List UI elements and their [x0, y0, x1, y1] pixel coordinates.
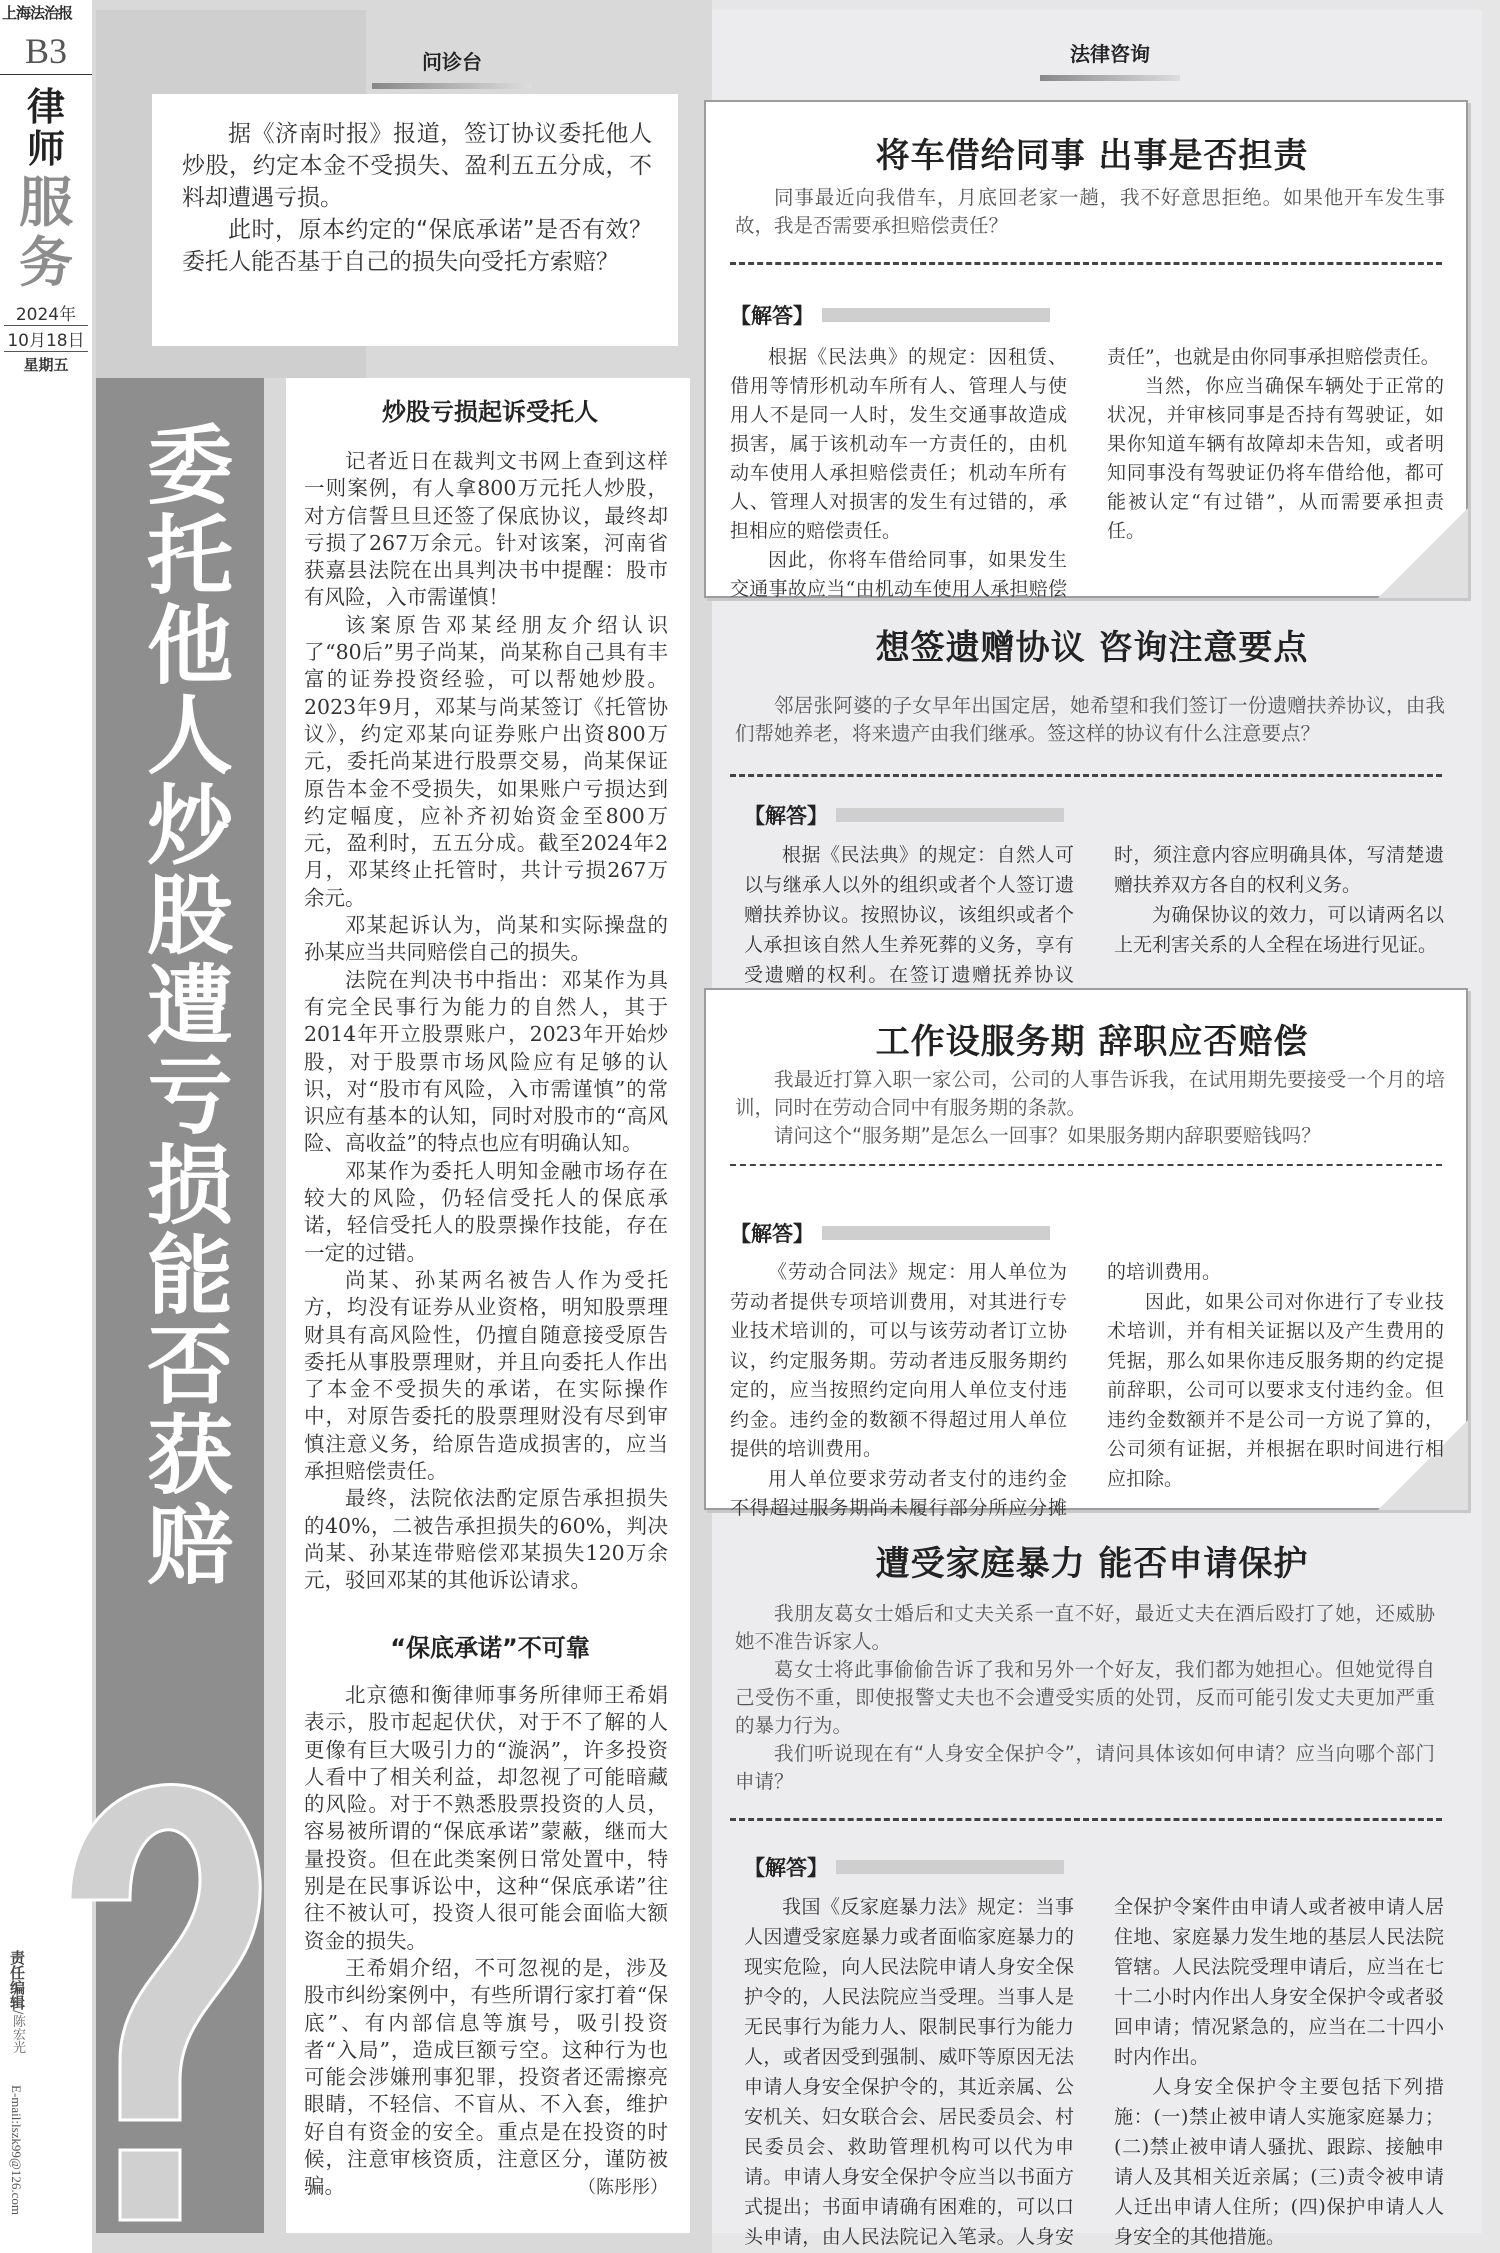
- tab-underline: [1040, 75, 1180, 81]
- consult-answer: [730, 1258, 1444, 1524]
- answer-paragraph: 人身安全保护令主要包括下列措施：(一)禁止被申请人实施家庭暴力；(二)禁止被申请人骚扰、跟踪、接触申请人及其相关近亲属；(三)责令被申请人迁出申请人住所；(四)保护申请人人身安全的其他措施。: [1114, 2076, 1444, 2248]
- main-headline: 委托他人炒股遭亏损能否获赔: [132, 420, 233, 1590]
- divider: [730, 262, 1442, 265]
- question-paragraph: 我最近打算入职一家公司，公司的人事告诉我，在试用期先要接受一个月的培训，同时在劳动合同中有服务期的条款。: [735, 1068, 1445, 1119]
- answer-label: 【解答】: [730, 1222, 814, 1246]
- answer-paragraph: 为确保协议的效力，可以请两名以上无利害关系的人全程在场进行见证。: [1114, 904, 1444, 956]
- consult-question: [735, 1066, 1445, 1150]
- section-char: 师: [26, 127, 65, 171]
- consult-answer: [744, 840, 1444, 990]
- section-char: 律: [26, 85, 65, 129]
- question-paragraph: 请问这个“服务期”是怎么一回事？如果服务期内辞职要赔钱吗？: [774, 1124, 1321, 1147]
- intro-tab: [372, 46, 532, 89]
- page-number: B3: [0, 30, 92, 75]
- section-char: 服: [19, 170, 73, 234]
- answer-paragraph: 我国《反家庭暴力法》规定：当事人因遭受家庭暴力或者面临家庭暴力的现实危险，向人民法院申请人身安全保护令的，人民法院应当受理。当事人是无民事行为能力人、限制民事行为能力人，或者因受到强制、威吓等原因无法申请人身安全保护令的，其近亲属、公安机关、妇女联合会、居民委员会、村民委员会、救助管理机构可以代为申请。申请人身安全保护令应当以书面方式提出；书面申请确有困难的，可以口头申请，由人民法院记入笔录。人身安全保护令案件由申请人或者被申请人居住地、家庭暴力发生地的基层人民法院管辖。人民法院受理申请后，应当在七十二小时内作出人身安全保护令或者驳回申请；情况紧急的，应当在二十四小时内作出。: [744, 1896, 1444, 2248]
- answer-header: [730, 300, 1050, 330]
- subarticle-body: [304, 1682, 668, 2201]
- divider: [730, 774, 1442, 777]
- answer-header: [730, 1218, 1050, 1248]
- intro-paragraph: 据《济南时报》报道，签订协议委托他人炒股，约定本金不受损失、盈利五五分成，不料却遭遇亏损。: [182, 121, 652, 211]
- answer-bar: [836, 1860, 1064, 1874]
- consult-answer: [744, 1892, 1444, 2252]
- consult-title: 工作设服务期 辞职应否赔偿: [875, 1022, 1309, 1062]
- article-paragraph: 王希娟介绍，不可忽视的是，涉及股市纠纷案例中，有些所谓行家打着“保底”、有内部信息等旗号，吸引投资者“入局”，造成巨额亏空。这种行为也可能会涉嫌刑事犯罪，投资者还需擦亮眼睛，不轻信、不盲从、不入套，维护好自有资金的安全。重点是在投资的时候，注意审核资质，注意区分，谨防被骗。: [304, 1955, 668, 2199]
- divider: [730, 1164, 1442, 1166]
- intro-paragraph: 此时，原本约定的“保底承诺”是否有效？委托人能否基于自己的损失向受托方索赔？: [182, 217, 652, 275]
- article-paragraph: 尚某、孙某两名被告人作为受托方，均没有证券从业资格，明知股票理财具有高风险性，仍擅自随意接受原告委托从事股票理财，并且向委托人作出了本金不受损失的承诺，在实际操作中，对原告委托的股票理财没有尽到审慎注意义务，给原告造成损害的，应当承担赔偿责任。: [304, 1267, 668, 1483]
- answer-bar: [822, 308, 1050, 322]
- consult-tab-label: 法律咨询: [1070, 42, 1150, 66]
- article-subtitle: “保底承诺”不可靠: [390, 1634, 590, 1662]
- answer-paragraph: 因此，如果公司对你进行了专业技术培训，并有相关证据以及产生费用的凭据，那么如果你违反服务期的约定提前辞职，公司可以要求支付违约金。但违约金数额并不是公司一方说了算的，公司须有证据，并根据在职时间进行相应扣除。: [1107, 1290, 1444, 1490]
- answer-paragraph: 根据《民法典》的规定：自然人可以与继承人以外的组织或者个人签订遗赠扶养协议。按照协议，该组织或者个人承担该自然人生养死葬的义务，享有受遗赠的权利。在签订遗赠抚养协议时，须注意内容应明确具体，写清楚遗赠扶养双方各自的权利义务。: [744, 844, 1444, 986]
- answer-paragraph: 用人单位要求劳动者支付的违约金不得超过服务期尚未履行部分所应分摊的培训费用。: [730, 1261, 1222, 1519]
- answer-bar: [822, 1226, 1050, 1240]
- byline: （陈彤彤）: [578, 2176, 668, 2198]
- article-paragraph: 最终，法院依法酌定原告承担损失的40%，二被告承担损失的60%，判决尚某、孙某连带赔偿邓某损失120万余元，驳回邓某的其他诉讼请求。: [304, 1486, 668, 1593]
- consult-answer: [730, 343, 1444, 604]
- article-paragraph: 记者近日在裁判文书网上查到这样一则案例，有人拿800万元托人炒股，对方信誓旦旦还签了保底协议，最终却亏损了267万余元。针对该案，河南省获嘉县法院在出具判决书中提醒：股市有风险，入市需谨慎！: [304, 449, 668, 610]
- tab-underline: [372, 83, 532, 89]
- article-paragraph: 邓某作为委托人明知金融市场存在较大的风险，仍轻信受托人的保底承诺，轻信受托人的股票操作技能，存在一定的过错。: [304, 1158, 668, 1265]
- answer-label: 【解答】: [744, 804, 828, 828]
- answer-paragraph: 《劳动合同法》规定：用人单位为劳动者提供专项培训费用，对其进行专业技术培训的，可以与该劳动者订立协议，约定服务期。劳动者违反服务期约定的，应当按照约定向用人单位支付违约金。违约金的数额不得超过用人单位提供的培训费用。: [730, 1261, 1067, 1460]
- article-body: [304, 448, 668, 1594]
- issue-date: 10月18日: [4, 326, 88, 352]
- question-paragraph: 我们听说现在有“人身安全保护令”，请问具体该如何申请？应当向哪个部门申请？: [735, 1742, 1435, 1793]
- intro-tab-label: 问诊台: [422, 50, 482, 74]
- consult-title: 遭受家庭暴力 能否申请保护: [875, 1544, 1309, 1584]
- answer-header: [744, 800, 1064, 830]
- issue-weekday: 星期五: [23, 356, 69, 374]
- question-paragraph: 葛女士将此事偷偷告诉了我和另外一个好友，我们都为她担心。但她觉得自己受伤不重，即使报警丈夫也不会遭受实质的处罚，反而可能引发丈夫更加严重的暴力行为。: [735, 1658, 1435, 1737]
- consult-question: [735, 1600, 1435, 1796]
- article-paragraph: 该案原告邓某经朋友介绍认识了“80后”男子尚某，尚某称自己具有丰富的证券投资经验，可以帮她炒股。2023年9月，邓某与尚某签订《托管协议》，约定邓某向证券账户出资800万元，委托尚某进行股票交易，尚某保证原告本金不受损失，如果账户亏损达到约定幅度，应补齐初始资金至800万元，盈利时，五五分成。截至2024年2月，邓某终止托管时，共计亏损267万余元。: [304, 612, 668, 910]
- consult-question: [735, 692, 1445, 748]
- article-paragraph: 邓某起诉认为，尚某和实际操盘的孙某应当共同赔偿自己的损失。: [304, 913, 668, 965]
- article-title: 炒股亏损起诉受托人: [382, 398, 598, 426]
- consult-question: [735, 184, 1445, 240]
- consult-tab: [1040, 38, 1180, 81]
- answer-paragraph: 当然，你应当确保车辆处于正常的状况，并审核同事是否持有驾驶证，如果你知道车辆有故障却未告知，或者明知同事没有驾驶证仍将车借给他，都可能被认定“有过错”，从而需要承担责任。: [1107, 375, 1444, 542]
- consult-title: 将车借给同事 出事是否担责: [875, 136, 1309, 176]
- editor-label: 责任编辑: [8, 1950, 26, 2010]
- intro-text: [182, 118, 652, 278]
- article-paragraph: 北京德和衡律师事务所律师王希娟表示，股市起起伏伏，对于不了解的人更像有巨大吸引力的“漩涡”，许多投资人看中了相关利益，却忽视了可能暗藏的风险。对于不熟悉股票投资的人员，容易被所谓的“保底承诺”蒙蔽，继而大量投资。但在此类案例日常处置中，特别是在民事诉讼中，这种“保底承诺”往往不被认可，投资人很可能会面临大额资金的损失。: [304, 1683, 668, 1953]
- divider: [730, 1818, 1442, 1821]
- answer-label: 【解答】: [744, 1856, 828, 1880]
- editor-name: /陈宏光: [10, 2010, 25, 2054]
- section-char: 务: [19, 230, 73, 294]
- answer-bar: [836, 808, 1064, 822]
- consult-title: 想签遗赠协议 咨询注意要点: [875, 628, 1309, 668]
- answer-paragraph: 根据《民法典》的规定：因租赁、借用等情形机动车所有人、管理人与使用人不是同一人时，发生交通事故造成损害，属于该机动车一方责任的，由机动车使用人承担赔偿责任；机动车所有人、管理人对损害的发生有过错的，承担相应的赔偿责任。: [730, 346, 1067, 542]
- article-paragraph: 法院在判决书中指出：邓某作为具有完全民事行为能力的自然人，其于2014年开立股票账户，2023年开始炒股，对于股票市场风险应有足够的认识，对“股市有风险，入市需谨慎”的常识应有基本的认知，同时对股市的“高风险、高收益”的特点也应有明确认知。: [304, 967, 668, 1156]
- question-paragraph: 我朋友葛女士婚后和丈夫关系一直不好，最近丈夫在酒后殴打了她，还威胁她不准告诉家人。: [735, 1602, 1435, 1653]
- newspaper-logo: 上海法治报: [2, 4, 73, 22]
- editor-email: E-mail:lszk99@126.com: [9, 2085, 24, 2216]
- question-paragraph: 同事最近向我借车，月底回老家一趟，我不好意思拒绝。如果他开车发生事故，我是否需要承担赔偿责任？: [735, 186, 1445, 237]
- answer-paragraph: 因此，你将车借给同事，如果发生交通事故应当“由机动车使用人承担赔偿责任”，也就是由你同事承担赔偿责任。: [730, 346, 1440, 600]
- answer-header: [744, 1852, 1064, 1882]
- issue-year: 2024年: [4, 300, 88, 326]
- question-mark-icon: [50, 1700, 270, 2240]
- question-paragraph: 邻居张阿婆的子女早年出国定居，她希望和我们签订一份遗赠扶养协议，由我们帮她养老，将来遗产由我们继承。签这样的协议有什么注意要点？: [735, 694, 1445, 745]
- subarticle-paragraphs: [304, 1682, 668, 2201]
- answer-label: 【解答】: [730, 304, 814, 328]
- editor-credit: [6, 1950, 28, 2080]
